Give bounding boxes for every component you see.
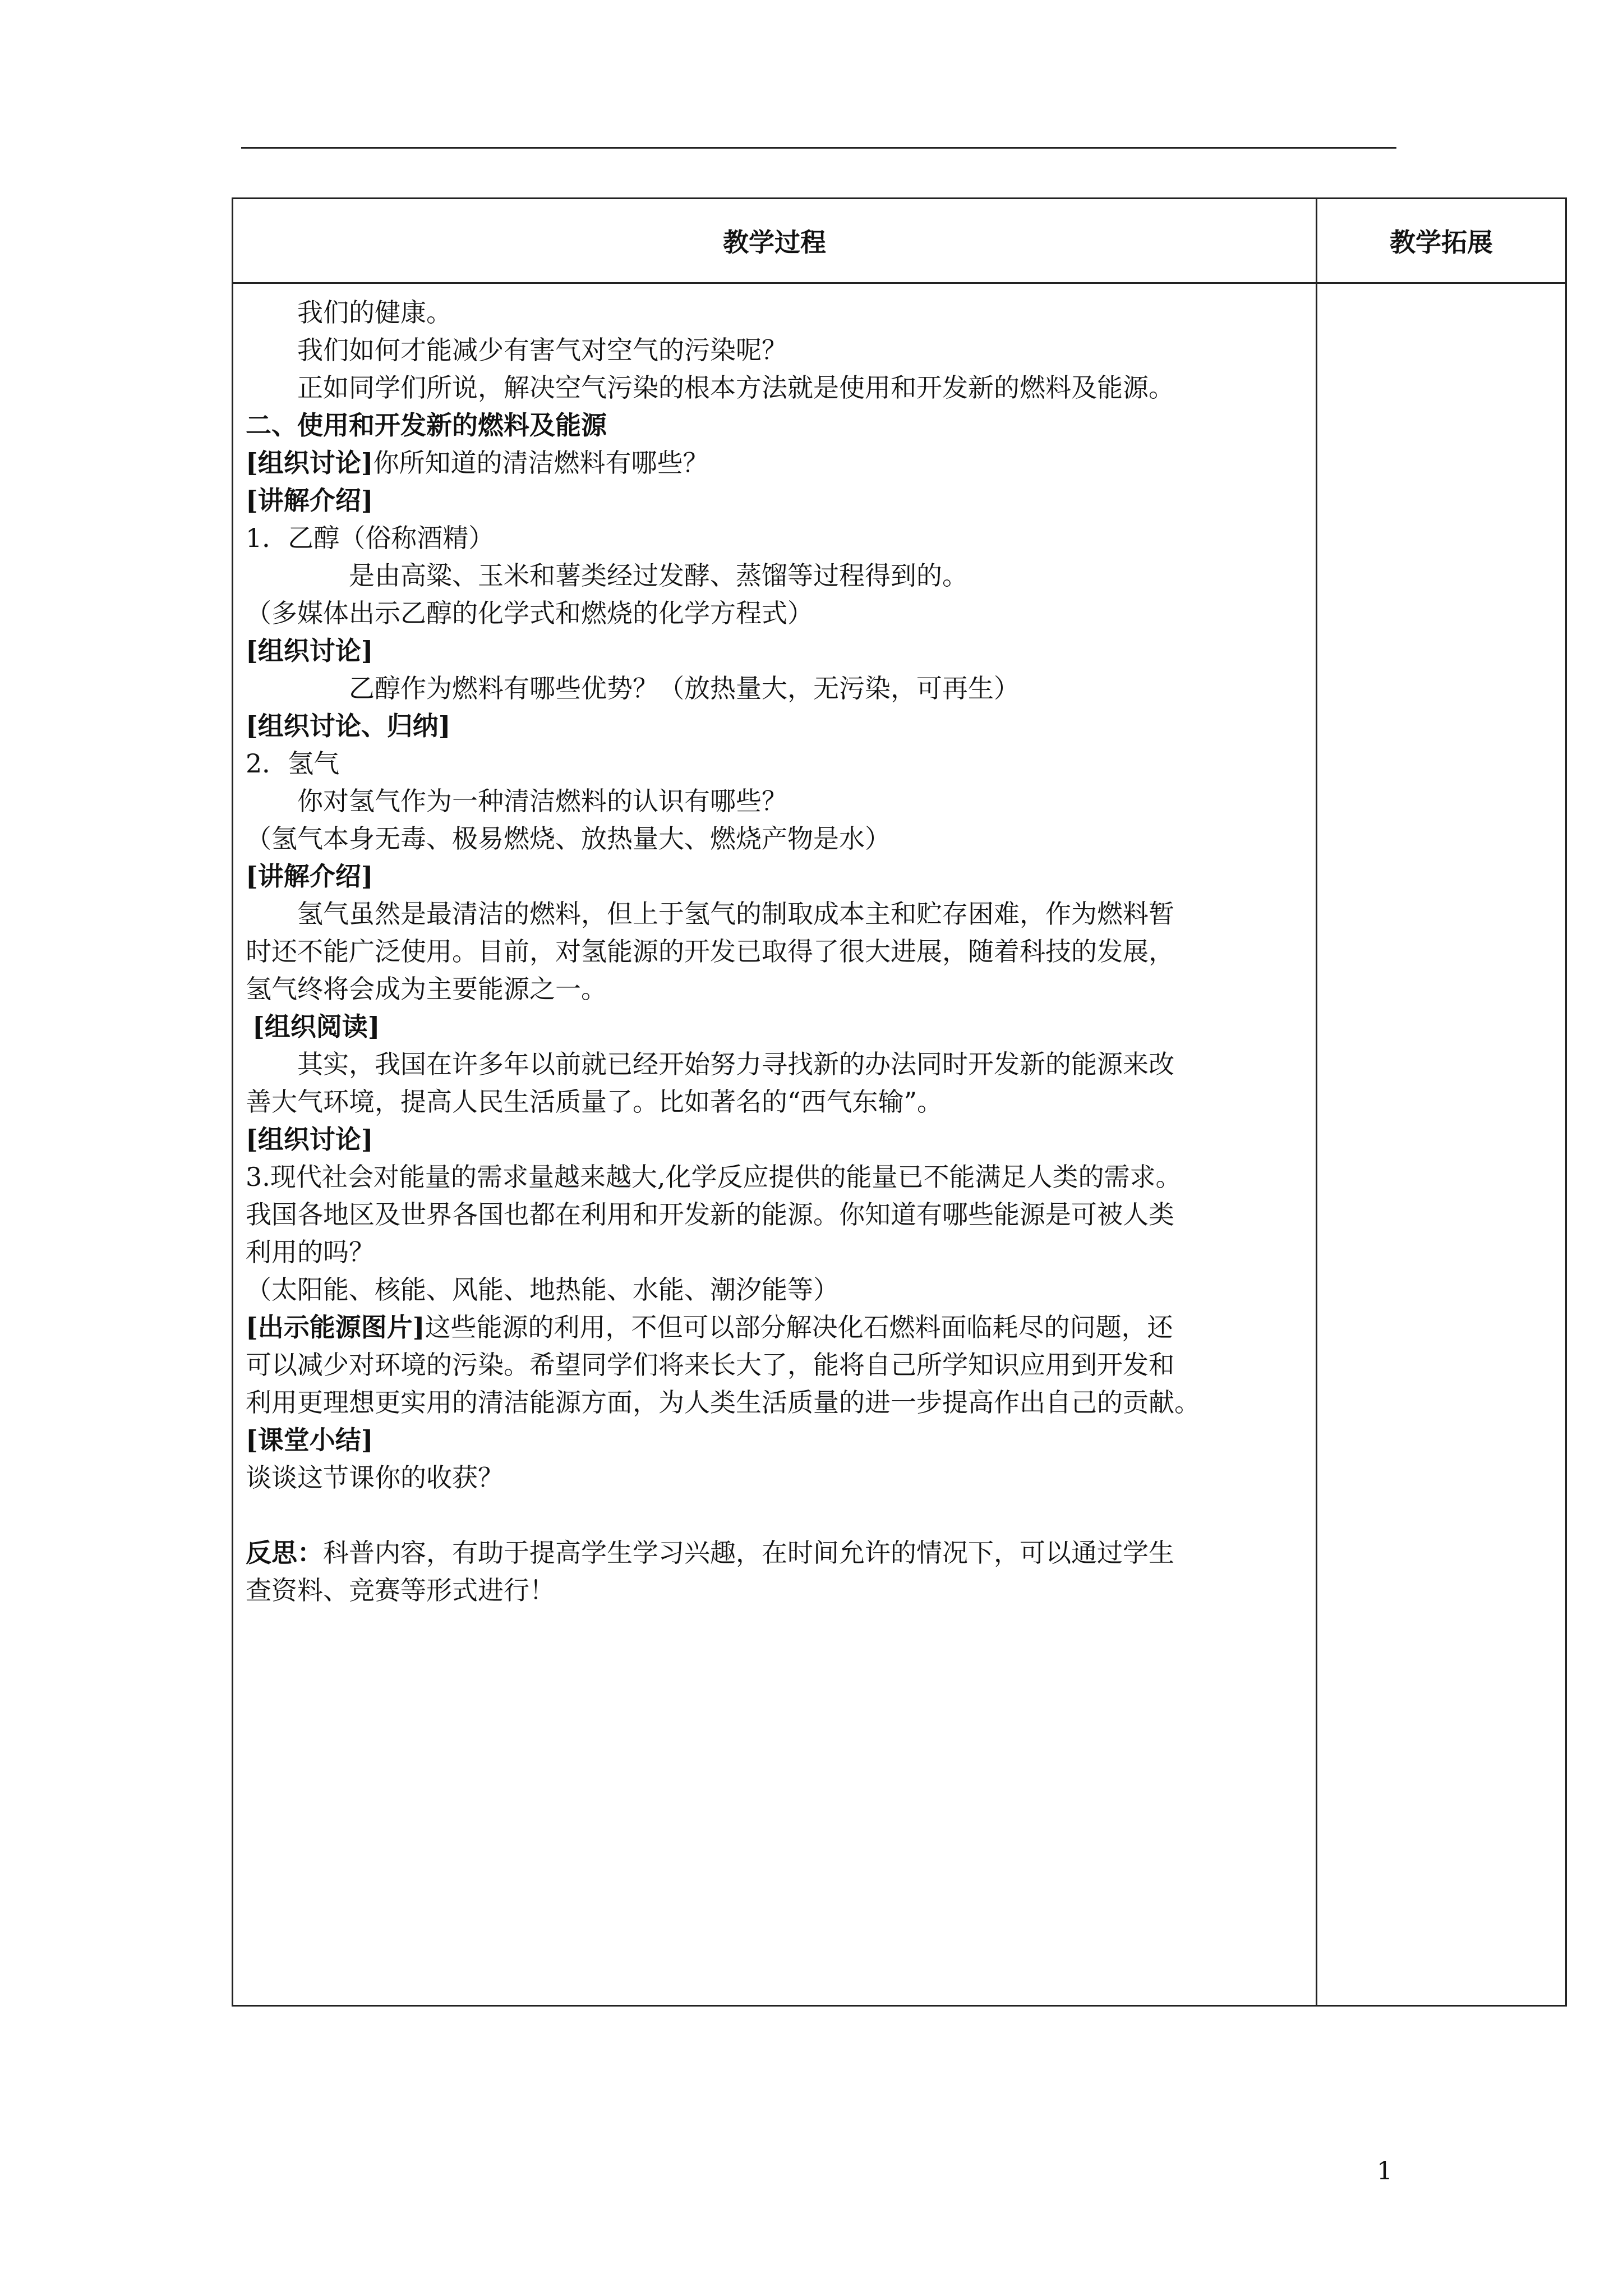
text-line: 是由高粱、玉米和薯类经过发酵、蒸馏等过程得到的。 bbox=[349, 560, 968, 591]
teaching-extension-cell bbox=[1317, 283, 1566, 2006]
text-line: 氢气虽然是最清洁的燃料，但上于氢气的制取成本主和贮存困难，作为燃料暂 bbox=[297, 899, 1174, 929]
tag-line: [组织讨论] bbox=[246, 1124, 374, 1154]
reflection-line bbox=[246, 1534, 1303, 1572]
text-line: 我们的健康。 bbox=[297, 297, 452, 328]
tag-line: [讲解介绍] bbox=[246, 861, 374, 891]
tag: [组织讨论] bbox=[246, 448, 374, 478]
text-line: 可以减少对环境的污染。希望同学们将来长大了，能将自己所学知识应用到开发和 bbox=[246, 1350, 1174, 1380]
discussion-line bbox=[246, 444, 1303, 482]
tag-line: [组织讨论] bbox=[246, 636, 374, 666]
item-title: 1．乙醇（俗称酒精） bbox=[246, 523, 495, 553]
text-line: 时还不能广泛使用。目前，对氢能源的开发已取得了很大进展，随着科技的发展， bbox=[246, 936, 1174, 967]
table-body-row bbox=[233, 283, 1566, 2006]
teaching-process-cell bbox=[233, 283, 1317, 2006]
tag: [出示能源图片] bbox=[246, 1312, 425, 1342]
header-rule bbox=[241, 147, 1396, 149]
table-header-row bbox=[233, 199, 1566, 283]
item-title: 2．氢气 bbox=[246, 748, 340, 779]
text-line: 查资料、竞赛等形式进行！ bbox=[246, 1575, 555, 1605]
tag-line: [组织阅读] bbox=[252, 1011, 380, 1042]
text-line: 我国各地区及世界各国也都在利用和开发新的能源。你知道有哪些能源是可被人类 bbox=[246, 1199, 1174, 1230]
text: 科普内容，有助于提高学生学习兴趣，在时间允许的情况下，可以通过学生 bbox=[323, 1538, 1174, 1568]
text-line: 氢气终将会成为主要能源之一。 bbox=[246, 974, 607, 1004]
text: 这些能源的利用，不但可以部分解决化石燃料面临耗尽的问题，还 bbox=[425, 1312, 1173, 1342]
text-line: （多媒体出示乙醇的化学式和燃烧的化学方程式） bbox=[246, 598, 813, 628]
tag-line: [课堂小结] bbox=[246, 1425, 374, 1455]
header-teaching-process: 教学过程 bbox=[233, 199, 1317, 283]
spacer bbox=[246, 1497, 1303, 1534]
section-title: 二、使用和开发新的燃料及能源 bbox=[246, 410, 607, 440]
text-line: 正如同学们所说，解决空气污染的根本方法就是使用和开发新的燃料及能源。 bbox=[297, 372, 1174, 403]
header-teaching-extension: 教学拓展 bbox=[1317, 199, 1566, 283]
text-line: （氢气本身无毒、极易燃烧、放热量大、燃烧产物是水） bbox=[246, 823, 891, 854]
page-number: 1 bbox=[1377, 2157, 1393, 2185]
tag-line: [组织讨论、归纳] bbox=[246, 711, 451, 741]
text-line: 3.现代社会对能量的需求量越来越大,化学反应提供的能量已不能满足人类的需求。 bbox=[246, 1162, 1182, 1192]
text-line: 乙醇作为燃料有哪些优势？（放热量大，无污染，可再生） bbox=[349, 673, 1020, 703]
text: 你所知道的清洁燃料有哪些？ bbox=[373, 448, 709, 478]
text-line: 利用更理想更实用的清洁能源方面，为人类生活质量的进一步提高作出自己的贡献。 bbox=[246, 1387, 1200, 1418]
text-line: 利用的吗？ bbox=[246, 1237, 375, 1267]
show-line bbox=[246, 1309, 1303, 1346]
tag-line: [讲解介绍] bbox=[246, 485, 374, 516]
text-line: 其实，我国在许多年以前就已经开始努力寻找新的办法同时开发新的能源来改 bbox=[297, 1049, 1174, 1079]
text-line: 谈谈这节课你的收获？ bbox=[246, 1462, 504, 1493]
text-line: 你对氢气作为一种清洁燃料的认识有哪些？ bbox=[297, 786, 787, 816]
text-line: （太阳能、核能、风能、地热能、水能、潮汐能等） bbox=[246, 1274, 839, 1305]
text-line: 我们如何才能减少有害气对空气的污染呢？ bbox=[297, 335, 787, 365]
tag: 反思： bbox=[246, 1538, 323, 1568]
lesson-table bbox=[232, 197, 1567, 2007]
text-line: 善大气环境，提高人民生活质量了。比如著名的“西气东输”。 bbox=[246, 1087, 943, 1117]
